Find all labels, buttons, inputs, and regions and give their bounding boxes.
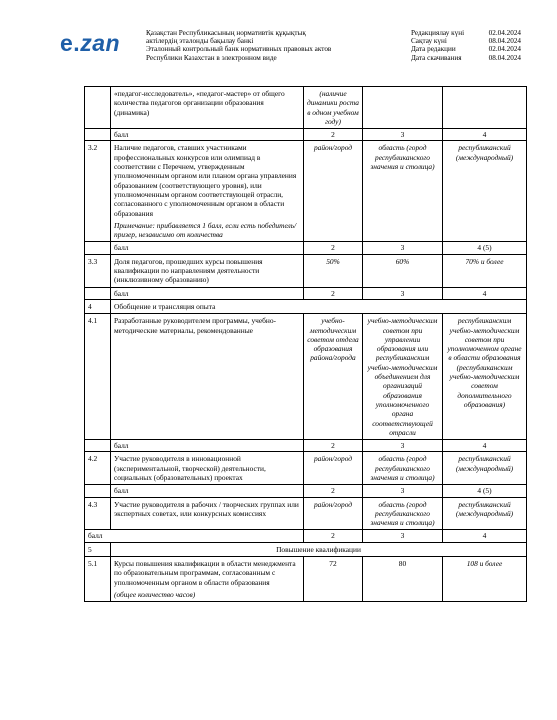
logo-dot: . xyxy=(73,30,81,56)
score-value: 2 xyxy=(304,242,363,254)
score-row xyxy=(85,485,527,497)
row-number: 5.1 xyxy=(85,557,111,602)
score-value: 4 xyxy=(443,287,527,299)
score-row xyxy=(85,530,527,542)
table-row xyxy=(85,254,527,287)
date-row xyxy=(411,37,521,45)
row-number xyxy=(85,287,111,299)
level-republic: республиканский (международный) xyxy=(443,141,527,242)
date-row xyxy=(411,29,521,37)
score-row xyxy=(85,287,527,299)
row-number: 3.2 xyxy=(85,141,111,242)
header-line: Республики Казахстан в электронном виде xyxy=(146,53,277,62)
level-district: 72 xyxy=(304,557,363,602)
section-row xyxy=(85,299,527,313)
table-row xyxy=(85,497,527,530)
score-label: балл xyxy=(111,440,304,452)
date-value: 08.04.2024 xyxy=(488,37,521,46)
level-region xyxy=(363,87,443,129)
table-row xyxy=(85,557,527,602)
criterion-text: Курсы повышения квалификации в области менеджмента по образовательным программам, согласованным с уполномоченным органом в области образования xyxy=(114,559,296,587)
header-dates xyxy=(411,29,521,62)
date-value: 02.04.2024 xyxy=(488,45,521,54)
row-number xyxy=(85,129,111,141)
score-row xyxy=(85,242,527,254)
score-value: 3 xyxy=(363,129,443,141)
score-value: 3 xyxy=(363,440,443,452)
level-region: область (город республиканского значения и столица) xyxy=(363,141,443,242)
score-value: 4 (5) xyxy=(443,242,527,254)
date-label: Дата скачивания xyxy=(411,53,462,62)
score-label: балл xyxy=(111,485,304,497)
section-title: Повышение квалификации xyxy=(111,542,527,556)
date-value: 02.04.2024 xyxy=(488,29,521,37)
row-number: 4.2 xyxy=(85,452,111,485)
score-row xyxy=(85,440,527,452)
level-region: учебно-методическим советом при управлении образования или республиканским учебно-методическим объединением для организаций образования уполномоченного органа соответствующей отрасли xyxy=(363,314,443,440)
level-republic: республиканский (международный) xyxy=(443,452,527,485)
row-number: 4.3 xyxy=(85,497,111,530)
score-label: балл xyxy=(111,287,304,299)
date-row xyxy=(411,54,521,62)
section-title: Обобщение и трансляция опыта xyxy=(111,299,527,313)
level-republic: 108 и более xyxy=(443,557,527,602)
score-label: балл xyxy=(85,530,304,542)
table-row xyxy=(85,87,527,129)
header-source-info xyxy=(146,29,386,62)
table-row xyxy=(85,314,527,440)
score-value: 4 xyxy=(443,129,527,141)
level-republic xyxy=(443,87,527,129)
criterion-text: Наличие педагогов, ставших участниками профессиональных конкурсов или олимпиад в соответствии с Перечнем, утвержденным уполномоченным органом или планом органа управления образованием (соответствующего уровня), или уполномоченным органом соответствующей отрасли, согласованного с уполномоченным органом в области образования xyxy=(114,143,297,218)
level-region: 80 xyxy=(363,557,443,602)
table-row xyxy=(85,452,527,485)
score-value: 3 xyxy=(363,242,443,254)
criterion-cell xyxy=(111,557,304,602)
score-value: 2 xyxy=(304,287,363,299)
criterion-text: «педагог-исследователь», «педагог-мастер» от общего количества педагогов организации образования (динамика) xyxy=(111,87,304,129)
score-value: 3 xyxy=(363,530,443,542)
header-line: Эталонный контрольный банк нормативных правовых актов xyxy=(146,45,332,54)
row-number: 5 xyxy=(85,542,111,556)
score-value: 2 xyxy=(304,129,363,141)
row-number: 4 xyxy=(85,299,111,313)
row-number xyxy=(85,242,111,254)
score-value: 4 (5) xyxy=(443,485,527,497)
level-region: 60% xyxy=(363,254,443,287)
criterion-note: Примечание: прибавляется 1 балл, если есть победитель/призер, независимо от количества xyxy=(114,220,297,240)
level-region: область (город республиканского значения и столица) xyxy=(363,452,443,485)
score-value: 3 xyxy=(363,485,443,497)
score-value: 2 xyxy=(304,485,363,497)
score-label: балл xyxy=(111,129,304,141)
level-region: область (город республиканского значения и столица) xyxy=(363,497,443,530)
criterion-note: (общее количество часов) xyxy=(114,589,196,599)
date-value: 08.04.2024 xyxy=(488,53,521,62)
row-number: 4.1 xyxy=(85,314,111,440)
date-label: Редакциялау күні xyxy=(411,29,465,37)
level-republic: республиканский (международный) xyxy=(443,497,527,530)
date-label: Сақтау күні xyxy=(411,37,447,46)
table-row xyxy=(85,141,527,242)
score-value: 2 xyxy=(304,440,363,452)
level-district: 50% xyxy=(304,254,363,287)
row-number: 3.3 xyxy=(85,254,111,287)
score-value: 3 xyxy=(363,287,443,299)
score-row xyxy=(85,129,527,141)
date-label: Дата редакции xyxy=(411,45,456,54)
criterion-text: Участие руководителя в инновационной (экспериментальной, творческой) деятельности, социальных (образовательных) проектах xyxy=(111,452,304,485)
row-number xyxy=(85,87,111,129)
section-row xyxy=(85,542,527,556)
level-district: район/город xyxy=(304,497,363,530)
level-republic: 70% и более xyxy=(443,254,527,287)
row-number xyxy=(85,485,111,497)
level-republic: республиканским учебно-методическим советом при уполномоченном органе в области образования (республиканским учебно-методическим советом дополнительного образования) xyxy=(443,314,527,440)
score-value: 4 xyxy=(443,530,527,542)
logo-e: e xyxy=(60,30,74,56)
header-line: актілердің эталонды бақылау банкі xyxy=(146,37,254,46)
date-row xyxy=(411,45,521,53)
criterion-text: Участие руководителя в рабочих / творческих группах или экспертных советах, или конкурсных комиссиях xyxy=(111,497,304,530)
level-district: (наличие динамики роста в одном учебном году) xyxy=(304,87,363,129)
criterion-text: Доля педагогов, прошедших курсы повышения квалификации по направлениям деятельности (инклюзивному образованию) xyxy=(111,254,304,287)
score-value: 2 xyxy=(304,530,363,542)
criterion-text: Разработанные руководителем программы, учебно-методические материалы, рекомендованные xyxy=(111,314,304,440)
level-district: район/город xyxy=(304,452,363,485)
criteria-table xyxy=(84,86,527,602)
criterion-cell xyxy=(111,141,304,242)
row-number xyxy=(85,440,111,452)
logo-zan: zan xyxy=(80,30,121,56)
ezan-logo[interactable] xyxy=(60,30,120,57)
level-district: учебно-методическим советом отдела образования района/города xyxy=(304,314,363,440)
score-label: балл xyxy=(111,242,304,254)
document-header xyxy=(0,0,557,72)
score-value: 4 xyxy=(443,440,527,452)
level-district: район/город xyxy=(304,141,363,242)
header-line: Қазақстан Республикасының нормативтік құқықтық xyxy=(146,29,306,37)
